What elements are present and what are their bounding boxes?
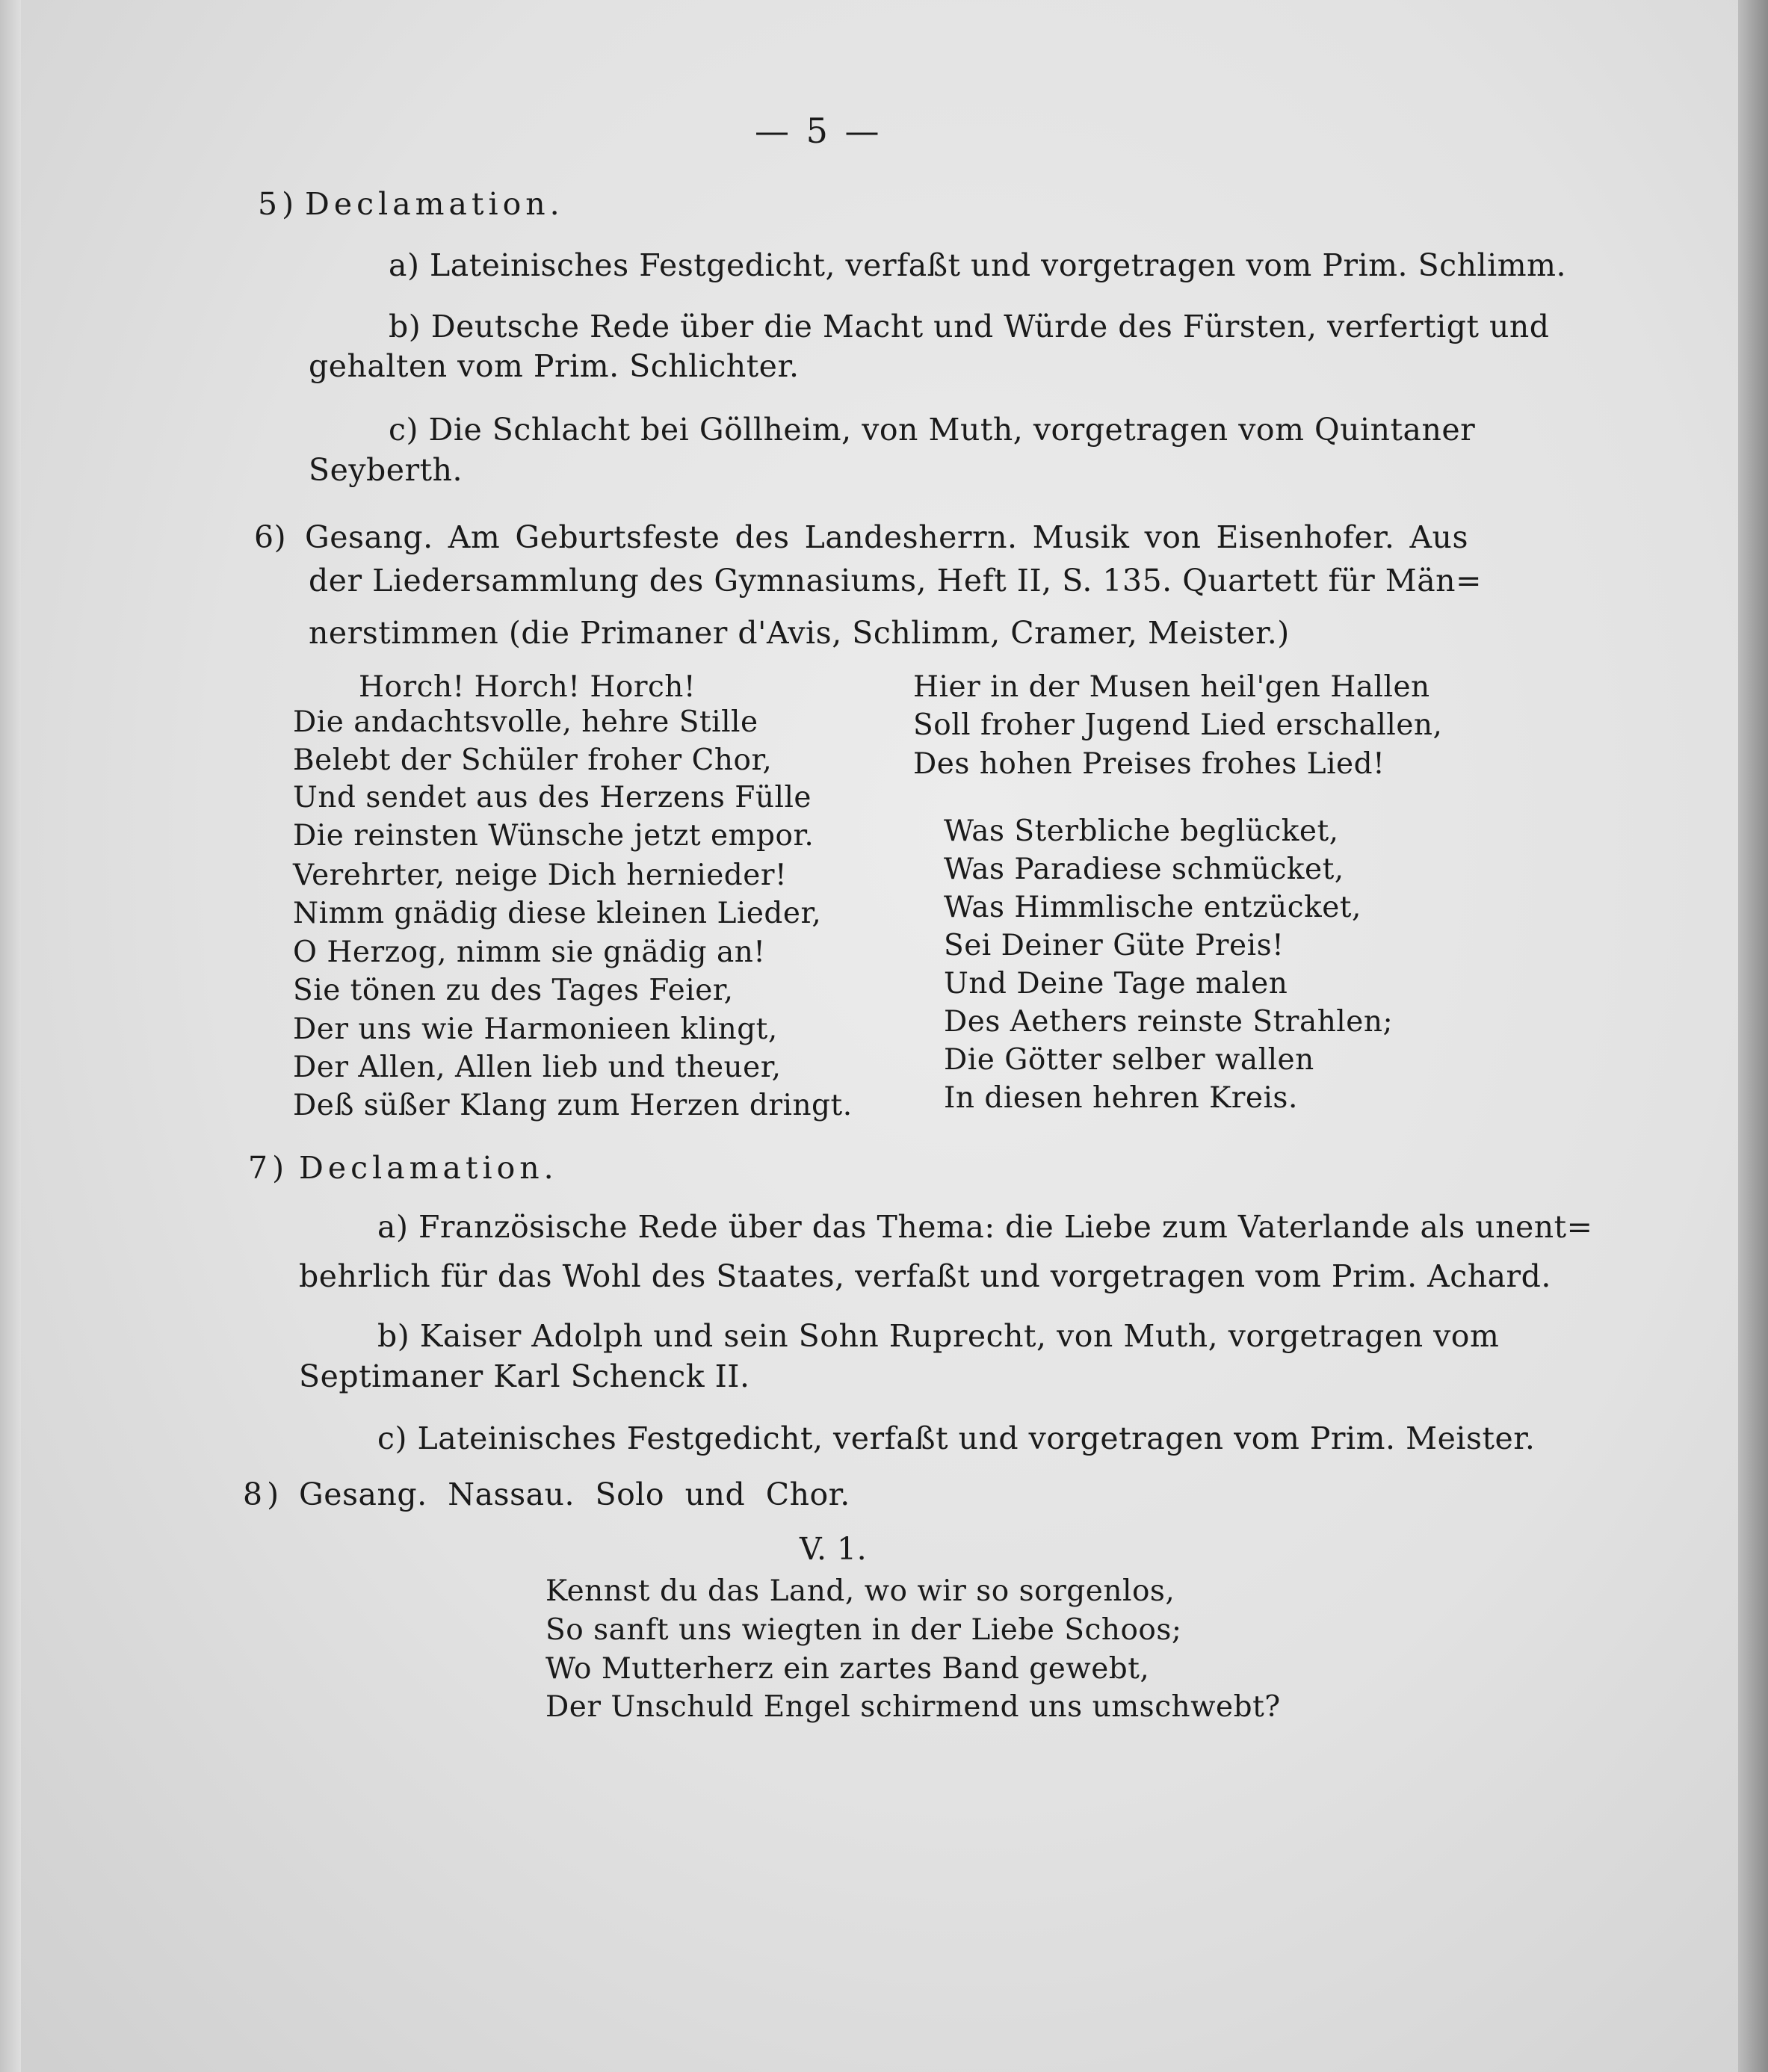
section-6-line3: nerstimmen (die Primaner d'Avis, Schlimm, Cramer, Meister.) bbox=[309, 615, 1290, 651]
section-5-c-line2: Seyberth. bbox=[309, 452, 463, 488]
poem-left-line: O Herzog, nimm sie gnädig an! bbox=[293, 936, 766, 969]
section-7-c: c) Lateinisches Festgedicht, verfaßt und vorgetragen vom Prim. Meister. bbox=[377, 1420, 1536, 1456]
poem-left-line: Der uns wie Harmonieen klingt, bbox=[293, 1012, 778, 1046]
section-7-a-line2: behrlich für das Wohl des Staates, verfaßt und vorgetragen vom Prim. Achard. bbox=[299, 1258, 1551, 1294]
verse-line: Der Unschuld Engel schirmend uns umschwebt? bbox=[545, 1690, 1281, 1724]
poem-left-line: Nimm gnädig diese kleinen Lieder, bbox=[293, 897, 822, 930]
poem-left-line: Deß süßer Klang zum Herzen dringt. bbox=[293, 1089, 853, 1122]
poem-left-line: Die reinsten Wünsche jetzt empor. bbox=[293, 819, 815, 853]
poem-left-line: Der Allen, Allen lieb und theuer, bbox=[293, 1051, 782, 1084]
section-8-number: 8) bbox=[243, 1476, 284, 1512]
poem-left-line: Belebt der Schüler froher Chor, bbox=[293, 743, 773, 777]
verse-label: V. 1. bbox=[800, 1531, 868, 1567]
section-7-a-line1: a) Französische Rede über das Thema: die Liebe zum Vaterlande als unent= bbox=[377, 1209, 1593, 1245]
section-7-title: Declamation. bbox=[299, 1150, 558, 1186]
section-5-b-line1: b) Deutsche Rede über die Macht und Würde des Fürsten, verfertigt und bbox=[389, 309, 1550, 344]
poem-right-line: Was Himmlische entzücket, bbox=[944, 891, 1361, 924]
section-8-title: Gesang. Nassau. Solo und Chor. bbox=[299, 1476, 850, 1512]
poem-left-line: Die andachtsvolle, hehre Stille bbox=[293, 705, 758, 739]
page-right-edge bbox=[1738, 0, 1768, 2072]
poem-right-line: Was Sterbliche beglücket, bbox=[944, 814, 1339, 848]
poem-left-line: Horch! Horch! Horch! bbox=[359, 670, 696, 704]
page-left-edge bbox=[0, 0, 21, 2072]
poem-right-line: Des Aethers reinste Strahlen; bbox=[944, 1005, 1394, 1039]
poem-left-line: Sie tönen zu des Tages Feier, bbox=[293, 974, 734, 1007]
verse-line: Wo Mutterherz ein zartes Band gewebt, bbox=[545, 1652, 1150, 1686]
verse-line: So sanft uns wiegten in der Liebe Schoos; bbox=[545, 1613, 1182, 1647]
section-5-c-line1: c) Die Schlacht bei Göllheim, von Muth, vorgetragen vom Quintaner bbox=[389, 412, 1476, 448]
poem-right-line: Sei Deiner Güte Preis! bbox=[944, 929, 1285, 962]
poem-right-line: Was Paradiese schmücket, bbox=[944, 853, 1344, 886]
poem-right-line: Des hohen Preises frohes Lied! bbox=[913, 747, 1385, 781]
poem-right-line: Hier in der Musen heil'gen Hallen bbox=[913, 670, 1430, 704]
section-5-a: a) Lateinisches Festgedicht, verfaßt und vorgetragen vom Prim. Schlimm. bbox=[389, 247, 1567, 283]
poem-right-line: In diesen hehren Kreis. bbox=[944, 1081, 1298, 1115]
section-5-number: 5) bbox=[258, 186, 299, 222]
poem-left-line: Und sendet aus des Herzens Fülle bbox=[293, 781, 812, 814]
poem-left-line: Verehrter, neige Dich hernieder! bbox=[293, 859, 788, 892]
page-number: — 5 — bbox=[755, 111, 883, 151]
poem-right-line: Die Götter selber wallen bbox=[944, 1043, 1314, 1077]
section-5-b-line2: gehalten vom Prim. Schlichter. bbox=[309, 348, 800, 384]
section-7-b-line2: Septimaner Karl Schenck II. bbox=[299, 1358, 750, 1394]
poem-right-line: Soll froher Jugend Lied erschallen, bbox=[913, 708, 1443, 742]
verse-line: Kennst du das Land, wo wir so sorgenlos, bbox=[545, 1574, 1175, 1608]
section-6-number: 6) bbox=[254, 519, 287, 555]
section-6-line1: Gesang. Am Geburtsfeste des Landesherrn. Musik von Eisenhofer. Aus bbox=[305, 519, 1468, 555]
poem-right-line: Und Deine Tage malen bbox=[944, 967, 1288, 1001]
section-7-number: 7) bbox=[248, 1150, 289, 1186]
section-6-line2: der Liedersammlung des Gymnasiums, Heft II, S. 135. Quartett für Män= bbox=[309, 563, 1482, 599]
section-7-b-line1: b) Kaiser Adolph und sein Sohn Ruprecht, von Muth, vorgetragen vom bbox=[377, 1318, 1500, 1354]
section-5-title: Declamation. bbox=[305, 186, 564, 222]
